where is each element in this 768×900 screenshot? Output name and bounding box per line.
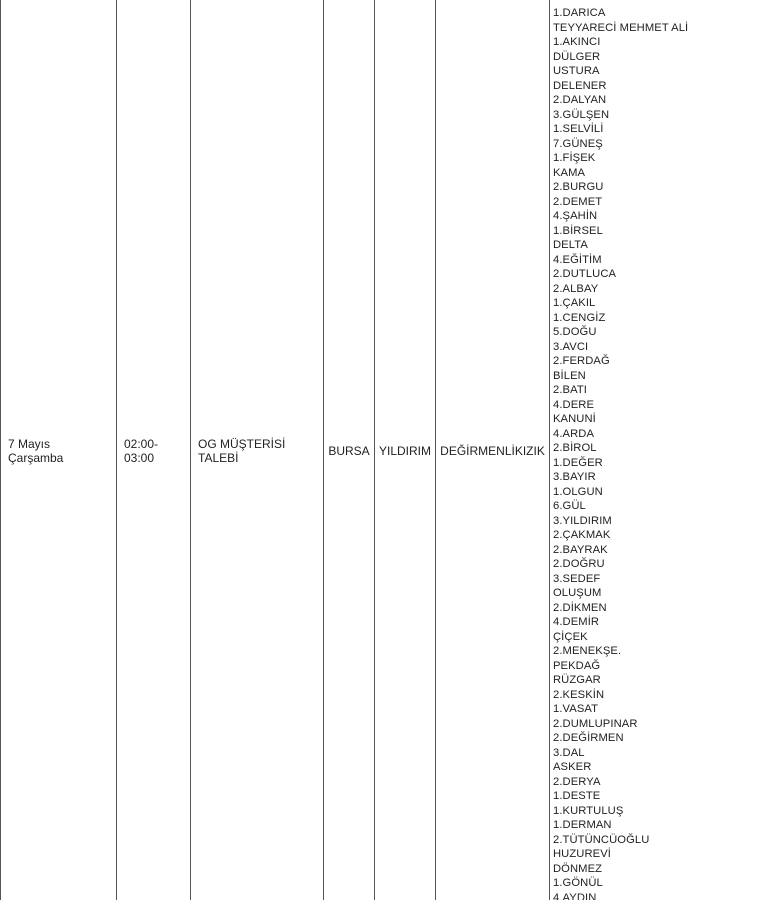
street-item: 4.ŞAHİN — [553, 210, 598, 222]
street-item: 1.KURTULUŞ — [553, 804, 624, 817]
street-item: 2.BURGU — [553, 181, 604, 193]
street-item: 1.DESTE — [553, 790, 601, 802]
time-cell — [117, 0, 191, 900]
street-item: KANUNİ — [553, 413, 596, 425]
street-item: DÖNMEZ — [553, 862, 603, 875]
street-item: 3.YILDIRIM — [553, 514, 612, 527]
street-item: 1.GÖNÜL — [553, 877, 603, 889]
table-row — [1, 0, 768, 900]
reason-line-1: OG MÜŞTERİSİ — [198, 436, 286, 451]
street-item: TEYYARECİ MEHMET ALİ — [553, 21, 689, 34]
street-item: DÜLGER — [553, 50, 601, 63]
street-item: 4.EĞİTİM — [553, 253, 602, 266]
street-item: 4.ARDA — [553, 427, 595, 440]
street-item: 1.OLGUN — [553, 485, 603, 498]
street-item: 2.FERDAĞ — [553, 355, 610, 367]
street-item: 2.ÇAKMAK — [553, 529, 611, 541]
street-item: 1.VASAT — [553, 703, 599, 715]
street-item: ÇİÇEK — [553, 630, 588, 643]
street-item: 4.DEMİR — [553, 616, 600, 628]
street-item: 6.GÜL — [553, 500, 586, 512]
street-item: 3.BAYIR — [553, 471, 596, 483]
time-end: 03:00 — [124, 451, 155, 465]
street-item: PEKDAĞ — [553, 659, 601, 672]
street-list — [553, 6, 764, 900]
street-item: 1.BİRSEL — [553, 224, 603, 237]
street-item: 2.ALBAY — [553, 282, 599, 295]
street-item: USTURA — [553, 65, 600, 77]
streets-cell — [550, 0, 768, 900]
street-item: 4.AYDIN — [553, 891, 597, 900]
province-cell: BURSA — [324, 0, 375, 900]
street-item: 1.AKINCI — [553, 36, 601, 48]
district-cell: YILDIRIM — [375, 0, 436, 900]
street-item: 2.DOĞRU — [553, 558, 605, 570]
street-item: 2.BİROL — [553, 442, 597, 454]
street-item: 1.DARICA — [553, 7, 606, 19]
time-start: 02:00- — [124, 436, 159, 451]
street-item: RÜZGAR — [553, 674, 601, 686]
street-item: 2.DEĞİRMEN — [553, 732, 624, 744]
street-item: 3.GÜLŞEN — [553, 108, 610, 121]
street-item: 1.FİŞEK — [553, 152, 596, 164]
street-item: 7.GÜNEŞ — [553, 137, 603, 150]
street-item: 5.DOĞU — [553, 326, 597, 338]
street-item: 2.MENEKŞE. — [553, 645, 622, 657]
street-item: DELENER — [553, 79, 607, 92]
street-item: 2.KESKİN — [553, 688, 605, 701]
street-item: 2.DEMET — [553, 195, 603, 208]
street-item: 1.DERMAN — [553, 819, 612, 831]
street-item: 2.DUTLUCA — [553, 268, 617, 280]
street-item: 3.SEDEF — [553, 572, 601, 585]
street-item: 4.DERE — [553, 398, 595, 411]
street-item: OLUŞUM — [553, 587, 602, 599]
street-item: BİLEN — [553, 369, 586, 382]
street-item: 1.ÇAKIL — [553, 297, 596, 309]
street-item: 2.DİKMEN — [553, 601, 607, 614]
street-item: 2.TÜTÜNCÜOĞLU — [553, 833, 650, 846]
street-item: 3.AVCI — [553, 340, 589, 353]
street-item: HUZUREVİ — [553, 848, 611, 860]
street-item: ASKER — [553, 761, 592, 773]
street-item: DELTA — [553, 239, 588, 251]
reason-line-2: TALEBİ — [198, 451, 239, 465]
street-item: 2.DUMLUPINAR — [553, 717, 638, 730]
neighborhood-cell: DEĞİRMENLİKIZIK — [436, 0, 550, 900]
street-item: 1.DEĞER — [553, 456, 603, 469]
street-item: 1.CENGİZ — [553, 311, 606, 324]
street-item: 2.BAYRAK — [553, 543, 608, 556]
date-weekday: Çarşamba — [8, 451, 64, 465]
reason-cell — [191, 0, 324, 900]
date-cell — [1, 0, 117, 900]
street-item: 2.BATI — [553, 384, 587, 396]
street-item: 2.DERYA — [553, 775, 601, 788]
street-item: 2.DALYAN — [553, 94, 607, 106]
street-item: 3.DAL — [553, 746, 585, 759]
street-item: 1.SELVİLİ — [553, 123, 604, 135]
date-day: 7 Mayıs — [8, 436, 51, 451]
street-item: KAMA — [553, 166, 586, 179]
